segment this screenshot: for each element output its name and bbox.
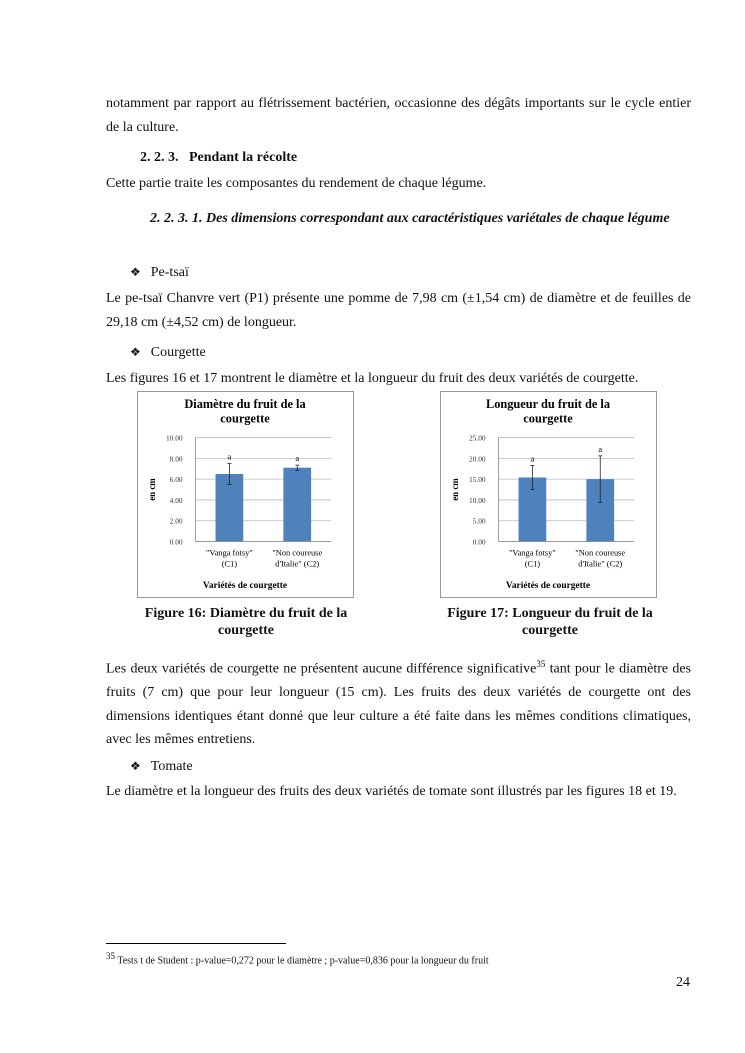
footnote-ref[interactable]: 35 <box>536 659 546 669</box>
paragraph: Les figures 16 et 17 montrent le diamètre et la longueur du fruit des deux variétés de courgette. <box>106 371 639 386</box>
section-heading <box>140 150 297 166</box>
y-tick-label: 0.00 <box>169 537 183 547</box>
category-label: "Vanga fotsy" <box>509 548 556 558</box>
chart-title: courgette <box>523 411 573 426</box>
y-tick-label: 10.00 <box>165 433 183 443</box>
bullet-courgette <box>130 345 206 361</box>
bullet-label: Pe-tsaï <box>150 265 189 280</box>
text: tant pour le diamètre des fruits (7 cm) que pour leur longueur (15 cm). Les fruits des deux variétés de courgette ont des dimensions identiques étant donné que leur culture a été faite dans les mêmes conditions climatiques, avec les mêmes entretiens. <box>106 661 691 748</box>
category-label: d'Italie" (C2) <box>275 559 320 569</box>
length-chart <box>440 391 657 598</box>
paragraph: Le diamètre et la longueur des fruits des deux variétés de tomate sont illustrés par les figures 18 et 19. <box>106 784 677 799</box>
category-label: (C1) <box>524 559 541 569</box>
y-tick-label: 4.00 <box>169 495 183 505</box>
category-label: (C1) <box>221 559 238 569</box>
x-axis-label: Variétés de courgette <box>202 581 288 592</box>
data-label: a <box>227 452 232 462</box>
category-label: "Vanga fotsy" <box>206 548 253 558</box>
section-title: Pendant la récolte <box>189 150 298 165</box>
category-label: d'Italie" (C2) <box>578 559 623 569</box>
paragraph <box>106 653 691 752</box>
data-label: a <box>598 444 603 454</box>
y-axis-label: en cm <box>449 478 460 501</box>
figure-16-caption: Figure 16: Diamètre du fruit de la courgette <box>144 606 348 638</box>
y-tick-label: 5.00 <box>472 516 486 526</box>
y-tick-label: 0.00 <box>472 537 486 547</box>
category-label: "Non coureuse <box>272 548 323 558</box>
subsection-heading: 2. 2. 3. 1. Des dimensions correspondant aux caractéristiques variétales de chaque légume <box>150 211 670 226</box>
diamond-bullet-icon: ❖ <box>130 759 141 773</box>
bullet-pe-tsai <box>130 265 189 281</box>
paragraph: notamment par rapport au flétrissement bactérien, occasionne des dégâts importants sur le cycle entier de la culture. <box>106 96 691 135</box>
bullet-tomate <box>130 759 193 775</box>
footnote <box>106 951 489 966</box>
bullet-label: Tomate <box>150 759 193 774</box>
diamond-bullet-icon: ❖ <box>130 265 141 279</box>
footnote-text: Tests t de Student : p-value=0,272 pour le diamètre ; p-value=0,836 pour la longueur du fruit <box>115 955 489 967</box>
chart-title: Longueur du fruit de la <box>485 396 611 411</box>
chart-title: courgette <box>220 411 270 426</box>
x-axis-label: Variétés de courgette <box>505 581 591 592</box>
y-tick-label: 10.00 <box>468 495 486 505</box>
paragraph: Le pe-tsaï Chanvre vert (P1) présente une pomme de 7,98 cm (±1,54 cm) de diamètre et de feuilles de 29,18 cm (±4,52 cm) de longueur. <box>106 291 691 330</box>
y-tick-label: 25.00 <box>468 433 486 443</box>
data-label: a <box>530 454 535 464</box>
bar <box>283 468 311 542</box>
text: Les deux variétés de courgette ne présentent aucune différence significative <box>106 661 537 677</box>
paragraph: Cette partie traite les composantes du rendement de chaque légume. <box>106 176 487 191</box>
y-tick-label: 15.00 <box>468 475 486 485</box>
bullet-label: Courgette <box>150 345 206 360</box>
diamond-bullet-icon: ❖ <box>130 345 141 359</box>
y-tick-label: 2.00 <box>169 516 183 526</box>
data-label: a <box>295 454 300 464</box>
page-number: 24 <box>676 975 690 990</box>
y-axis-label: en cm <box>146 478 157 501</box>
section-number: 2. 2. 3. <box>140 150 179 165</box>
footnote-separator <box>106 943 286 944</box>
figure-17-caption: Figure 17: Longueur du fruit de la courgette <box>447 606 653 638</box>
category-label: "Non coureuse <box>575 548 626 558</box>
y-tick-label: 20.00 <box>468 454 486 464</box>
y-tick-label: 8.00 <box>169 454 183 464</box>
diameter-chart <box>137 391 354 598</box>
footnote-number: 35 <box>106 951 115 961</box>
y-tick-label: 6.00 <box>169 475 183 485</box>
chart-title: Diamètre du fruit de la <box>184 396 306 411</box>
